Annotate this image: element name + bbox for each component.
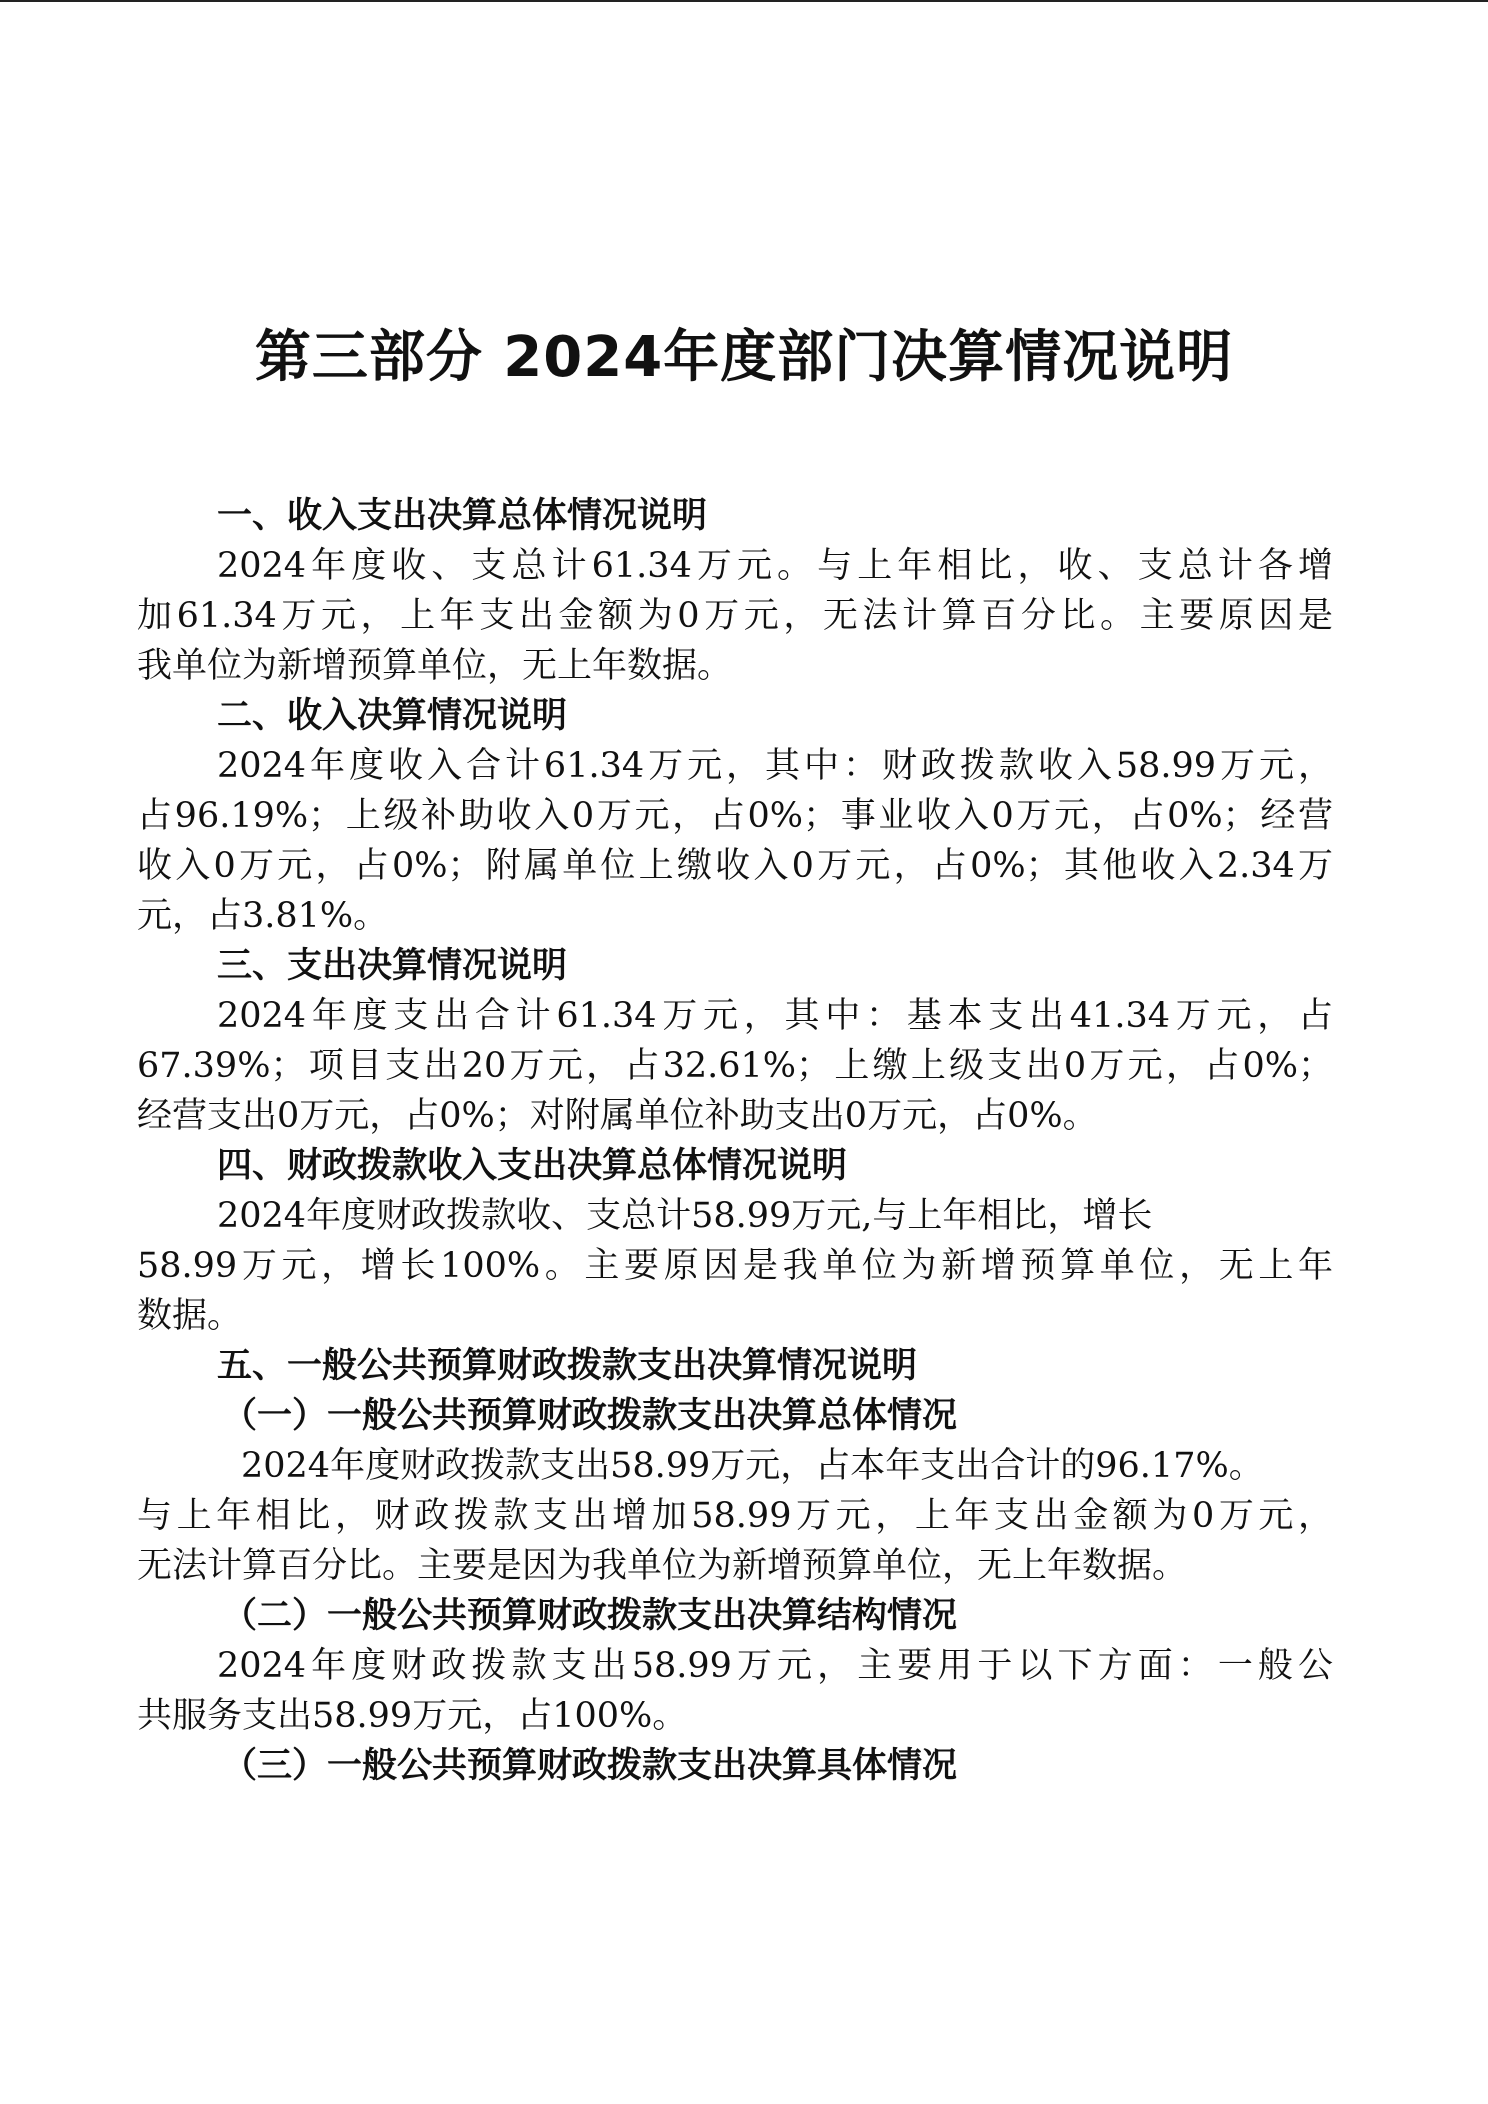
paragraph-line: 经营支出0万元，占0%；对附属单位补助支出0万元，占0%。 — [137, 1096, 1098, 1136]
section-heading-2: 二、收入决算情况说明 — [217, 696, 568, 736]
subsection-heading-1: （一）一般公共预算财政拨款支出决算总体情况 — [222, 1396, 958, 1436]
paragraph-line: 元，占3.81%。 — [137, 896, 389, 936]
paragraph-line: 共服务支出58.99万元，占100%。 — [137, 1696, 688, 1736]
paragraph-line: 收入0万元，占0%；附属单位上缴收入0万元，占0%；其他收入2.34万 — [137, 846, 1333, 886]
paragraph-line: 2024年度收、支总计61.34万元。与上年相比，收、支总计各增 — [217, 546, 1333, 586]
paragraph-line: 数据。 — [137, 1296, 243, 1336]
paragraph-line: 58.99万元，增长100%。主要原因是我单位为新增预算单位，无上年 — [137, 1246, 1333, 1286]
page-top-border — [0, 0, 1488, 2]
paragraph-line: 我单位为新增预算单位，无上年数据。 — [137, 646, 733, 686]
paragraph-line: 2024年度支出合计61.34万元，其中：基本支出41.34万元，占 — [217, 996, 1333, 1036]
section-heading-1: 一、收入支出决算总体情况说明 — [217, 496, 708, 536]
paragraph-line: 2024年度财政拨款支出58.99万元，主要用于以下方面：一般公 — [217, 1646, 1333, 1686]
document-body — [137, 491, 1333, 1791]
subsection-heading-3: （三）一般公共预算财政拨款支出决算具体情况 — [222, 1746, 958, 1786]
section-heading-5: 五、一般公共预算财政拨款支出决算情况说明 — [217, 1346, 918, 1386]
paragraph-line: 2024年度财政拨款支出58.99万元，占本年支出合计的96.17%。 — [241, 1446, 1264, 1486]
paragraph-line: 2024年度财政拨款收、支总计58.99万元,与上年相比，增长 — [217, 1196, 1153, 1236]
section-heading-4: 四、财政拨款收入支出决算总体情况说明 — [217, 1146, 848, 1186]
paragraph-line: 占96.19%；上级补助收入0万元，占0%；事业收入0万元，占0%；经营 — [137, 796, 1333, 836]
page-title: 第三部分 2024年度部门决算情况说明 — [254, 325, 1234, 390]
paragraph-line: 加61.34万元，上年支出金额为0万元，无法计算百分比。主要原因是 — [137, 596, 1333, 636]
section-heading-3: 三、支出决算情况说明 — [217, 946, 568, 986]
paragraph-line: 无法计算百分比。主要是因为我单位为新增预算单位，无上年数据。 — [137, 1546, 1188, 1586]
paragraph-line: 与上年相比，财政拨款支出增加58.99万元，上年支出金额为0万元， — [137, 1496, 1333, 1536]
subsection-heading-2: （二）一般公共预算财政拨款支出决算结构情况 — [222, 1596, 958, 1636]
paragraph-line: 67.39%；项目支出20万元，占32.61%；上缴上级支出0万元，占0%； — [137, 1046, 1333, 1086]
paragraph-line: 2024年度收入合计61.34万元，其中：财政拨款收入58.99万元， — [217, 746, 1333, 786]
